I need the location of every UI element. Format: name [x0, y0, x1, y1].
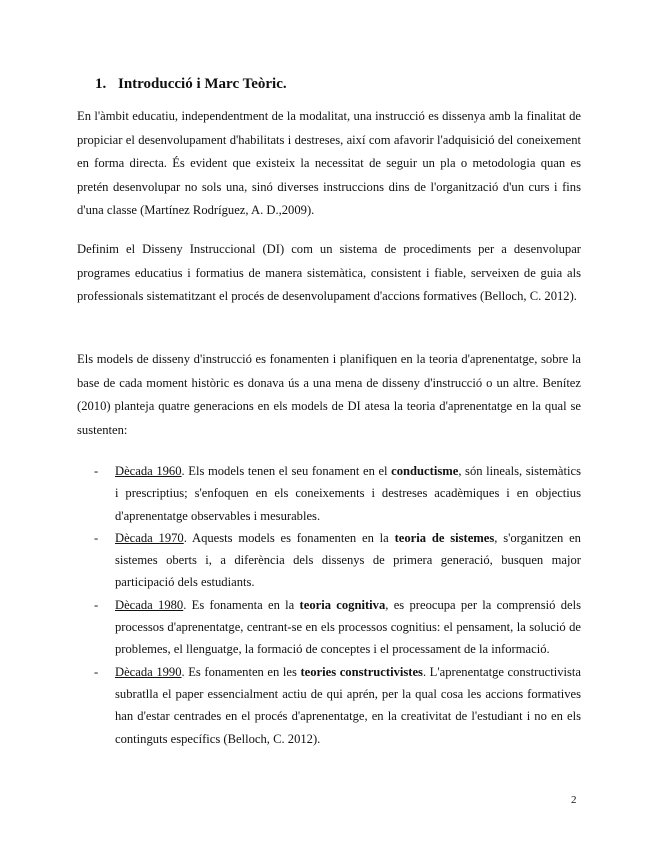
list-item: [77, 661, 581, 750]
theory-term: conductisme: [391, 464, 459, 478]
definition-paragraph: Definim el Disseny Instruccional (DI) com un sistema de procediments per a desenvolupar programes educatius i formatius de manera sistemàtica, consistent i fiable, serveixen de guia als professionals sistematitzant el procés de desenvolupament d'accions formatives (Belloch, C. 2012).: [77, 242, 581, 304]
decade-label: Dècada 1980: [115, 597, 184, 612]
item-text: . Es fonamenta en la: [183, 597, 300, 612]
page-number: 2: [571, 794, 577, 806]
decade-label: Dècada 1970: [115, 530, 184, 545]
generations-list: [77, 460, 581, 750]
theory-term: teories constructivistes: [300, 664, 423, 679]
list-dash: -: [94, 464, 99, 478]
models-paragraph: Els models de disseny d'instrucció es fonamenten i planifiquen en la teoria d'aprenentatge, sobre la base de cada moment històric es donava ús a una mena de disseny d'instrucció o un altre. Benítez (2010) planteja quatre generacions en els models de DI atesa la teoria d'aprenentatge en la qual se sustenten:: [77, 352, 581, 437]
section-number: 1.: [95, 76, 107, 92]
section-title: Introducció i Marc Teòric.: [118, 76, 287, 92]
item-text: . Aquests models es fonamenten en la: [183, 530, 395, 545]
list-dash: -: [94, 530, 99, 545]
item-text: , són lineals, sistemàtics i prescriptius; s'enfoquen en els coneixements i destreses acadèmiques i en objectius d'aprenentatge observables i mesurables.: [115, 464, 582, 523]
intro-paragraph: En l'àmbit educatiu, independentment de la modalitat, una instrucció es dissenya amb la finalitat de propiciar el desenvolupament d'habilitats i destreses, així com afavorir l'adquisició del coneixement en forma directa. És evident que existeix la necessitat de seguir un pla o metodologia quan es pretén desenvolupar no sols una, sinó diverses instruccions dins de l'organització d'un curs i fins d'una classe (Martínez Rodríguez, A. D.,2009).: [77, 109, 581, 218]
theory-term: teoria de sistemes: [394, 530, 495, 545]
list-item: [77, 460, 581, 527]
theory-term: teoria cognitiva: [299, 597, 386, 612]
list-dash: -: [94, 597, 99, 612]
list-item: [77, 527, 581, 594]
item-text: , es preocupa per la comprensió dels processos d'aprenentatge, centrant-se en els processos cognitius: el pensament, la solució de problemes, el llenguatge, la formació de conceptes i el processament de la informació.: [115, 597, 582, 657]
decade-label: Dècada 1990: [115, 664, 182, 679]
section-heading: [95, 76, 287, 93]
item-text: . Es fonamenten en les: [181, 664, 301, 679]
item-text: . L'aprenentatge constructivista subratlla el paper essencialment actiu de qui aprén, per la qual cosa les accions formatives han d'estar centrades en el procés d'aprenentatge, en la creativitat de l'estudiant i no en els continguts específics (Belloch, C. 2012).: [115, 664, 581, 746]
item-text: . Els models tenen el seu fonament en el: [181, 464, 392, 478]
item-text: , s'organitzen en sistemes oberts i, a diferència dels dissenys de primera generació, busquen major participació dels estudiants.: [115, 530, 581, 590]
list-item: [77, 594, 581, 661]
list-dash: -: [94, 664, 99, 679]
decade-label: Dècada 1960: [115, 464, 182, 478]
